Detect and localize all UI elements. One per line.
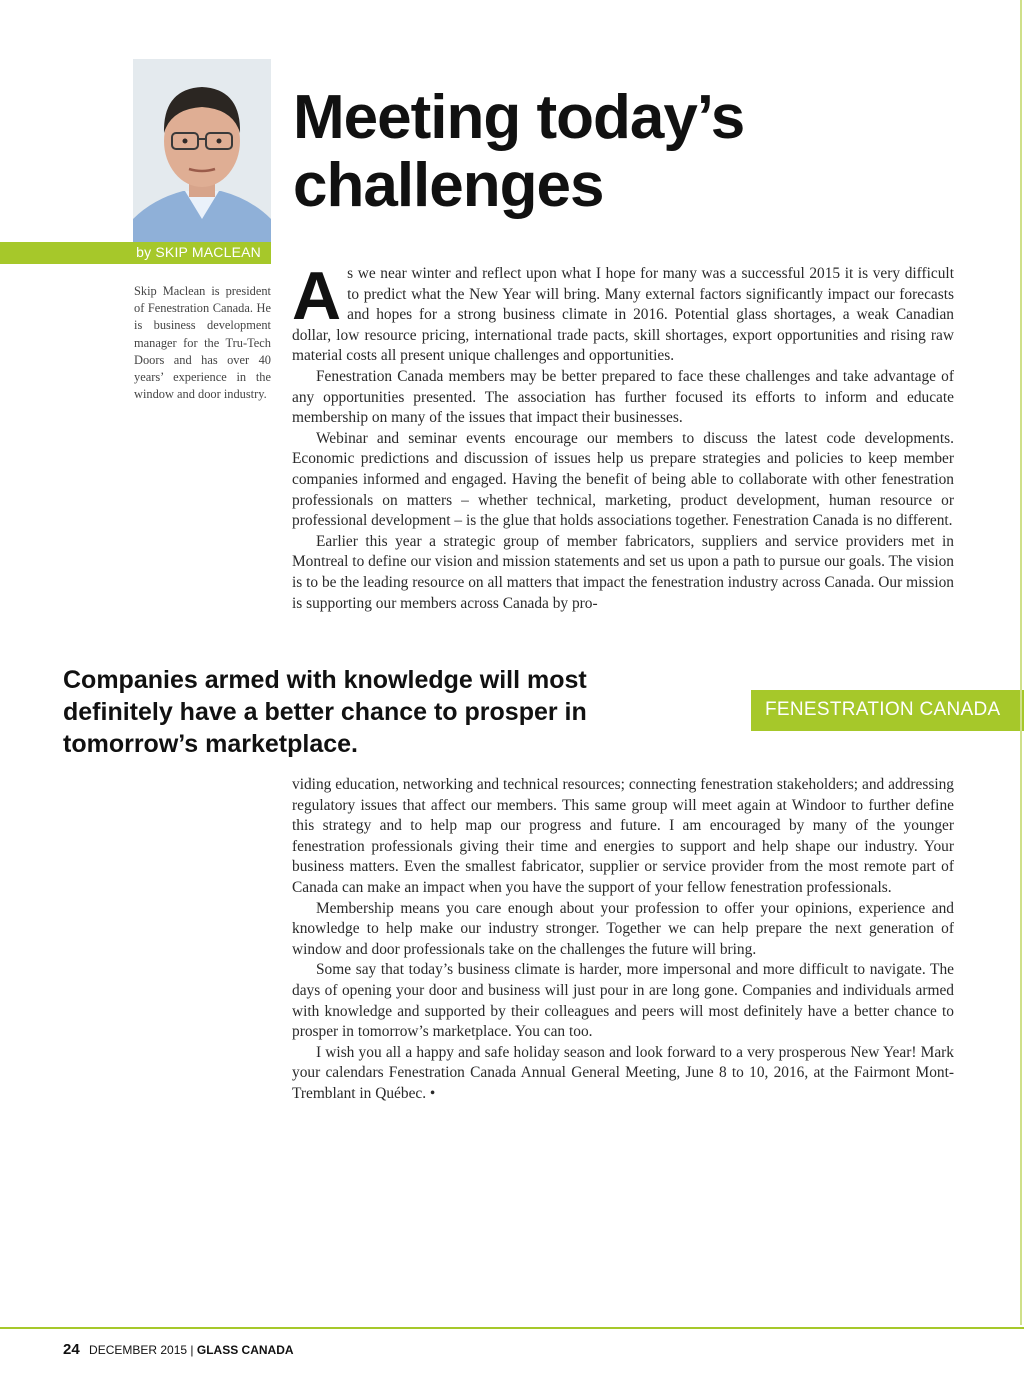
title-line-2: challenges — [293, 151, 604, 220]
article-body-part-2 — [292, 775, 954, 1105]
body-paragraph: I wish you all a happy and safe holiday season and look forward to a very prosperous New Year! Mark your calendars Fenestration Canada Annual General Meeting, June 8 to 10, 2016, at the Fairmont Mont-Tremblant in Québec. • — [292, 1043, 954, 1102]
pull-quote-line: tomorrow’s marketplace. — [63, 730, 359, 758]
magazine-name: GLASS CANADA — [196, 1343, 294, 1357]
author-bio: Skip Maclean is president of Fenestration Canada. He is business development manager for the Tru-Tech Doors and has over 40 years’ experience in the window and door industry. — [134, 284, 271, 402]
body-paragraph: Webinar and seminar events encourage our members to discuss the latest code developments. Economic predictions and discussion of issues help us prepare strategies and policies to keep member companies informed and engaged. Having the benefit of being able to collaborate with other fenestration professionals on matters – whether technical, marketing, product development, human resource or professional development – is the glue that holds associations together. Fenestration Canada is no different. — [292, 429, 954, 530]
pull-quote — [63, 664, 663, 760]
pull-quote-line: Companies armed with knowledge will most — [63, 666, 587, 694]
author-portrait-illustration — [133, 59, 271, 242]
title-line-1: Meeting today’s — [293, 83, 745, 152]
section-tab — [751, 690, 1024, 731]
body-paragraph: As we near winter and reflect upon what I hope for many was a successful 2015 it is very difficult to predict what the New Year will bring. Many external factors significantly impact our forecasts and hopes for a strong business climate in 2016. Potential glass shortages, a weak Canadian dollar, low resource pricing, international trade pacts, skill shortages, export opportunities and rising raw material costs all present unique challenges and opportunities. — [292, 258, 954, 365]
body-paragraph: viding education, networking and technical resources; connecting fenestration stakeholders; and addressing regulatory issues that affect our members. This same group will meet again at Windoor to further define this strategy and to help map our progress and future. I am encouraged by many of the younger fenestration professionals giving their time and energies to support and help shape our industry. Your business matters. Even the smallest fabricator, supplier or service provider from the most remote part of Canada can make an impact when you have the support of your fellow fenestration professionals. — [292, 776, 954, 896]
author-byline: by SKIP MACLEAN — [136, 244, 261, 260]
page-number: 24 — [63, 1341, 80, 1358]
section-label: FENESTRATION CANADA — [765, 699, 1001, 720]
article-body-part-1 — [292, 258, 954, 614]
page-footer — [63, 1341, 294, 1358]
pull-quote-line: definitely have a better chance to prosper in — [63, 698, 587, 726]
page-edge-rule — [1020, 0, 1022, 1325]
byline-bar — [0, 242, 271, 264]
author-photo — [133, 59, 271, 242]
drop-cap: A — [292, 258, 342, 334]
body-paragraph: Some say that today’s business climate is harder, more impersonal and more difficult to navigate. The days of opening your door and business will just pour in are long gone. Companies and individuals armed with knowledge and supported by their colleagues and peers will most definitely have a better chance to prosper in tomorrow’s marketplace. You can too. — [292, 961, 954, 1041]
footer-rule — [0, 1327, 1024, 1329]
article-title — [293, 84, 853, 220]
issue-date: DECEMBER 2015 | — [89, 1343, 194, 1357]
body-paragraph: Membership means you care enough about your profession to offer your opinions, experience and knowledge to help make our industry stronger. Together we can help prepare the next generation of window and door professionals take on the challenges the future will bring. — [292, 899, 954, 958]
body-paragraph: Fenestration Canada members may be better prepared to face these challenges and take advantage of any opportunities presented. The association has further focused its efforts to inform and educate membership on many of the issues that impact their businesses. — [292, 367, 954, 427]
body-paragraph: Earlier this year a strategic group of member fabricators, suppliers and service providers met in Montreal to define our vision and mission statements and set us upon a path to pursue our goals. The vision is to be the leading resource on all matters that impact the fenestration industry across Canada. Our mission is supporting our members across Canada by pro- — [292, 532, 954, 612]
